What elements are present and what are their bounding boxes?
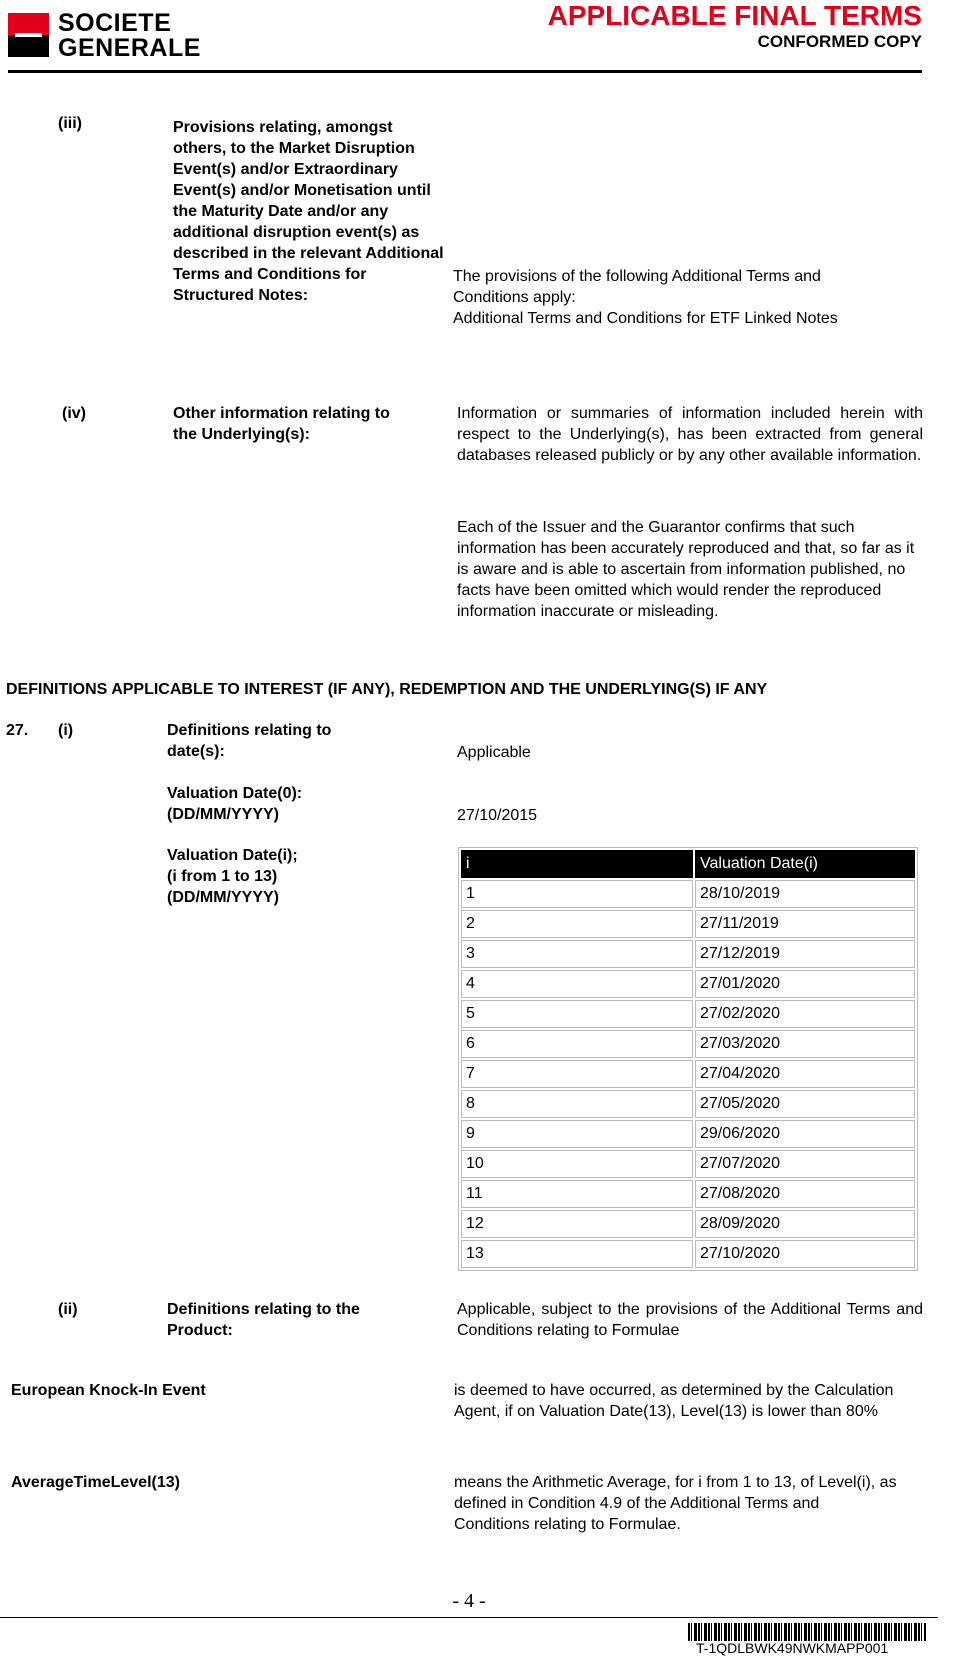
table-body [461,880,915,1268]
table-cell-i: 2 [461,910,693,938]
logo-line-2: GENERALE [58,34,201,62]
definition-term-european-knock-in: European Knock-In Event [11,1382,206,1399]
table-cell-i: 6 [461,1030,693,1058]
table-header-valuation-date: Valuation Date(i) [695,850,915,878]
table-row [461,880,915,908]
table-row [461,970,915,998]
table-cell-i: 13 [461,1240,693,1268]
item-27-i-value: Applicable [457,744,531,761]
valuation-date-i-label-line-2: (i from 1 to 13) [167,868,278,885]
valuation-dates-table [458,847,918,1271]
logo-line-1: SOCIETE [58,9,172,37]
section-heading: DEFINITIONS APPLICABLE TO INTEREST (IF ANY), REDEMPTION AND THE UNDERLYING(S) IF ANY [6,681,768,698]
item-iii-label: Provisions relating, amongst others, to the Market Disruption Event(s) and/or Extraordinary Event(s) and/or Monetisation until the Maturity Date and/or any additional disruption event(s) as described in the relevant Additional Terms and Conditions for Structured Notes: [173,119,444,304]
table-row [461,1120,915,1148]
item-27-ii-value: Applicable, subject to the provisions of the Additional Terms and Conditions relating to Formulae [457,1301,923,1339]
table-cell-i: 7 [461,1060,693,1088]
logo-text [58,11,201,61]
table-row [461,910,915,938]
item-iii-value-line-1: The provisions of the following Additional Terms and Conditions apply: [453,268,821,306]
table-row [461,1150,915,1178]
table-row [461,1240,915,1268]
item-iv-value-paragraph-2: Each of the Issuer and the Guarantor confirms that such information has been accurately reproduced and that, so far as it is aware and is able to ascertain from information published, no facts have been omitted which would render the reproduced information inaccurate or misleading. [457,519,915,620]
table-header-row [461,850,915,878]
table-cell-valuation-date: 27/04/2020 [695,1060,915,1088]
table-row [461,1000,915,1028]
page-number: - 4 - [452,1590,486,1612]
table-cell-i: 8 [461,1090,693,1118]
footer-divider [0,1617,938,1618]
valuation-date-0-label: Valuation Date(0): (DD/MM/YYYY) [167,785,303,823]
table-cell-valuation-date: 28/09/2020 [695,1210,915,1238]
table-cell-i: 12 [461,1210,693,1238]
item-iii-value-line-2: Additional Terms and Conditions for ETF Linked Notes [453,310,838,327]
valuation-date-i-label [167,845,387,908]
table-cell-valuation-date: 27/07/2020 [695,1150,915,1178]
table-header-i: i [461,850,693,878]
table-cell-i: 11 [461,1180,693,1208]
document-subtitle: CONFORMED COPY [757,32,922,51]
societe-generale-logo-mark [8,13,49,57]
item-27-sub-i: (i) [58,722,74,739]
table-cell-i: 4 [461,970,693,998]
table-cell-valuation-date: 29/06/2020 [695,1120,915,1148]
table-cell-valuation-date: 27/12/2019 [695,940,915,968]
table-cell-i: 1 [461,880,693,908]
table-row [461,1210,915,1238]
item-iv-value-paragraph-1: Information or summaries of information included herein with respect to the Underlying(s), has been extracted from general databases released publicly or by any other available information. [457,405,923,464]
document-title: APPLICABLE FINAL TERMS [547,0,922,31]
item-27-i-label: Definitions relating to date(s): [167,722,332,760]
valuation-date-i-label-line-1: Valuation Date(i); [167,847,298,864]
table-cell-valuation-date: 27/10/2020 [695,1240,915,1268]
table-cell-i: 9 [461,1120,693,1148]
table-cell-i: 3 [461,940,693,968]
table-row [461,1060,915,1088]
item-27-sub-ii: (ii) [58,1301,78,1318]
table-cell-valuation-date: 28/10/2019 [695,880,915,908]
header-divider [8,70,922,73]
table-cell-i: 10 [461,1150,693,1178]
table-cell-valuation-date: 27/03/2020 [695,1030,915,1058]
valuation-date-0-value: 27/10/2015 [457,807,538,824]
table-row [461,940,915,968]
table-cell-valuation-date: 27/01/2020 [695,970,915,998]
table-row [461,1090,915,1118]
table-cell-i: 5 [461,1000,693,1028]
definition-term-average-time-level: AverageTimeLevel(13) [11,1474,180,1491]
table-cell-valuation-date: 27/05/2020 [695,1090,915,1118]
item-iii-number: (iii) [58,115,82,132]
item-iv-number: (iv) [62,405,86,422]
definition-text-average-time-level: means the Arithmetic Average, for i from 1 to 13, of Level(i), as defined in Condition 4.9 of the Additional Terms and Conditions relating to Formulae. [454,1474,897,1533]
document-reference: T-1QDLBWK49NWKMAPP001 [696,1640,889,1656]
table-cell-valuation-date: 27/02/2020 [695,1000,915,1028]
item-27-ii-label: Definitions relating to the Product: [167,1301,360,1339]
barcode-icon [688,1623,926,1641]
item-iv-label: Other information relating to the Underlying(s): [173,405,390,443]
item-iii-value [453,266,923,329]
table-row [461,1030,915,1058]
table-cell-valuation-date: 27/11/2019 [695,910,915,938]
table-cell-valuation-date: 27/08/2020 [695,1180,915,1208]
table-row [461,1180,915,1208]
valuation-date-i-label-line-3: (DD/MM/YYYY) [167,889,279,906]
definition-text-european-knock-in: is deemed to have occurred, as determined by the Calculation Agent, if on Valuation Date(13), Level(13) is lower than 80% [454,1382,894,1420]
item-27-number: 27. [6,722,29,739]
